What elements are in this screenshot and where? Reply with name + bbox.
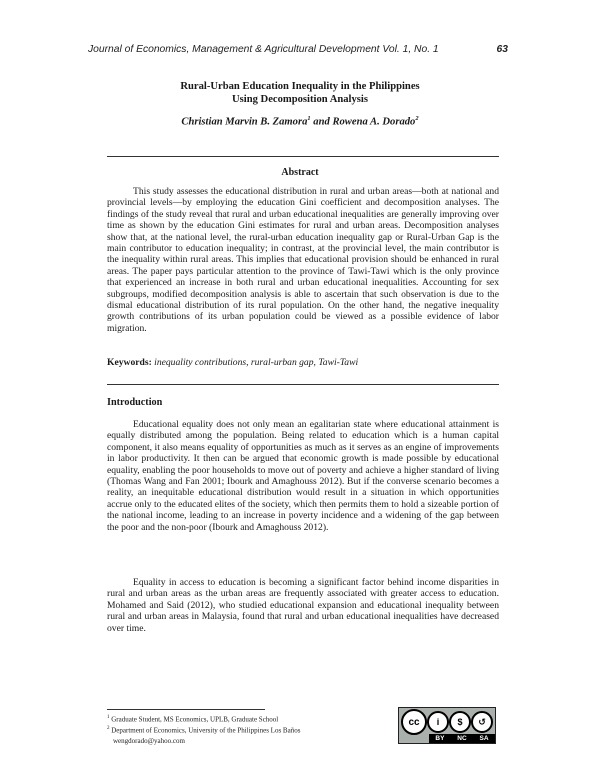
sa-sharealike-icon: ↺ — [471, 711, 493, 733]
cc-icon-row — [401, 710, 493, 734]
cc-label-bar — [429, 734, 495, 743]
author-1: Christian Marvin B. Zamora — [181, 116, 308, 128]
footnote-divider — [107, 709, 265, 710]
footnote-2-text: Department of Economics, University of the Philippines Los Baños — [111, 726, 301, 735]
page-number: 63 — [496, 44, 508, 55]
running-header — [88, 44, 508, 55]
footnote-2 — [107, 724, 337, 735]
footnote-1-text: Graduate Student, MS Economics, UPLB, Graduate School — [111, 715, 279, 724]
cc-label-sa: SA — [479, 735, 489, 742]
title-line-2: Using Decomposition Analysis — [232, 94, 368, 105]
cc-label-nc: NC — [457, 735, 467, 742]
introduction-paragraph-1: Educational equality does not only mean an egalitarian state where educational attainment is equally distributed among the population. Being related to education which is a human capital component, it also means equality of opportunities as much as it serves as an engine of improvements in labor productivity. It then can be argued that economic growth is made possible by educational equality, enabling the poor households to move out of poverty and achieve a higher standard of living (Thomas Wang and Fan 2001; Ibourk and Amaghouss 2012). But if the converse scenario becomes a reality, an inequitable educational distribution would result in a situation in which opportunities accrue only to the educated elites of the society, which then permits them to hold a sizeable portion of the national income, leading to an increase in poverty incidence and a widening of the gap between the poor and the non-poor (Ibourk and Amaghouss 2012). — [107, 419, 499, 533]
footnotes — [107, 713, 337, 746]
nc-noncommercial-icon: $ — [449, 711, 471, 733]
cc-icon: cc — [401, 709, 427, 735]
cc-label-by: BY — [435, 735, 445, 742]
keywords-list: inequality contributions, rural-urban gap, Tawi-Tawi — [151, 357, 359, 368]
introduction-divider — [107, 384, 499, 385]
title-line-1: Rural-Urban Education Inequality in the Philippines — [180, 81, 420, 92]
paper-title — [0, 80, 600, 106]
footnote-email: wengdorado@yahoo.com — [113, 736, 185, 745]
journal-name: Journal of Economics, Management & Agricultural Development Vol. 1, No. 1 — [88, 44, 439, 55]
author-2-footnote-mark: 2 — [415, 115, 419, 122]
abstract-heading: Abstract — [281, 167, 319, 178]
creative-commons-badge[interactable] — [398, 707, 496, 744]
author-1-footnote-mark: 1 — [307, 115, 311, 122]
by-attribution-icon: i — [427, 711, 449, 733]
introduction-heading: Introduction — [107, 397, 163, 408]
introduction-paragraph-2: Equality in access to education is becoming a significant factor behind income disparities in rural and urban areas as the urban areas are frequently associated with greater access to education. Mohamed and Said (2012), who studied educational expansion and educational inequality between rural and urban areas in Malaysia, found that rural and urban educational inequalities have decreased over time. — [107, 577, 499, 634]
footnote-1-mark: 1 — [107, 715, 110, 720]
footnote-2-mark: 2 — [107, 726, 110, 732]
footnote-1 — [107, 713, 337, 724]
author-line — [0, 115, 600, 128]
keywords — [107, 357, 499, 369]
abstract-text: This study assesses the educational distribution in rural and urban areas—both at national and provincial levels—by employing the education Gini coefficient and decomposition analyses. The findings of the study reveal that rural and urban educational inequalities are generally improving over time as shown by the education Gini estimates for rural and urban areas. Decomposition analyses show that, at the national level, the rural-urban education inequality gap or Rural-Urban Gap is the main contributor to education inequality; in contrast, at the provincial level, the main contributor is the inequality within rural areas. This implies that educational provision should be enhanced in rural areas. The paper pays particular attention to the province of Tawi-Tawi which is the only province that experienced an increase in both rural and urban educational inequalities. Accounting for sex subgroups, modified decomposition analysis is able to ascertain that such observation is due to the dismal educational distribution of its rural population. On the other hand, the negative inequality growth contributions of its urban population could be viewed as a possible evidence of labor migration. — [107, 186, 499, 334]
author-connector: and — [310, 116, 333, 128]
keywords-label: Keywords: — [107, 357, 152, 368]
abstract-divider — [107, 156, 499, 157]
author-2: Rowena A. Dorado — [332, 116, 416, 128]
